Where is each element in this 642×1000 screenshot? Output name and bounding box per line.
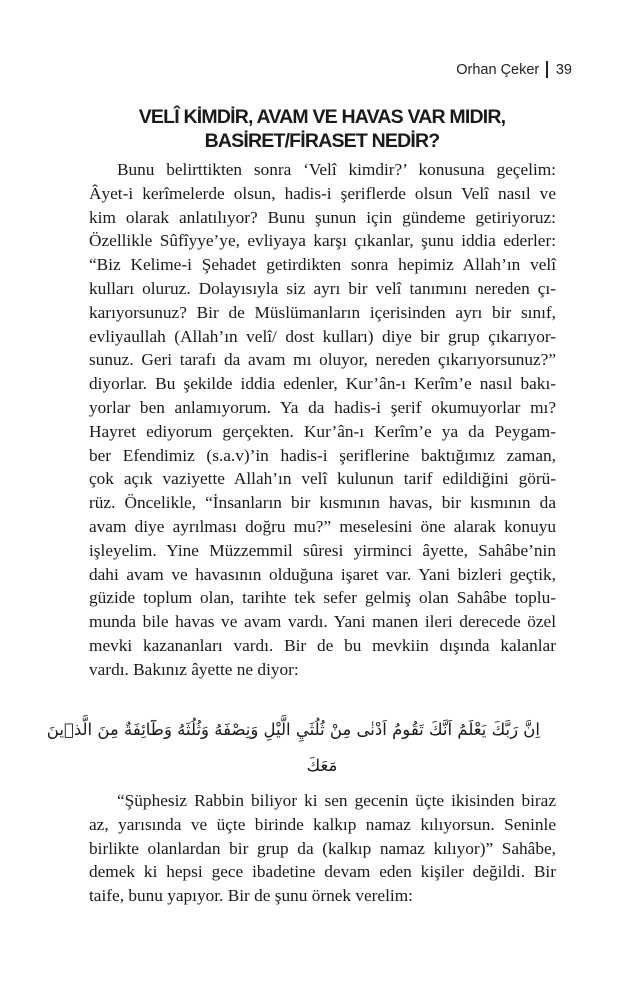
- text-line: taife, bunu yapıyor. Bir de şunu örnek verelim:: [89, 886, 413, 906]
- header-separator: [546, 61, 548, 78]
- text-line: işleyelim. Yine Müzzemmil sûresi yirminci âyette, Sahâbe’nin: [89, 540, 556, 560]
- text-line: karıyorsunuz? Bir de Müslümanların içerisinden ayrı bir sınıf,: [89, 302, 556, 322]
- section-title: [90, 105, 554, 153]
- text-line: Bunu belirttikten sonra ‘Velî kimdir?’ konusuna geçelim:: [117, 160, 556, 179]
- text-line: kulları oluruz. Dolayısıyla siz ayrı bir velî tanımını nereden çı-: [89, 278, 556, 298]
- text-line: sunuz. Geri tarafı da avam mı oluyor, nereden çıkarıyorsunuz?”: [89, 350, 556, 370]
- text-line: ber Efendimiz (s.a.v)’in hadis-i şeriflerine baktığımız zaman,: [89, 445, 556, 465]
- text-line: güzide toplum olan, tarihte tek sefer gelmiş olan Sahâbe toplu-: [89, 588, 556, 608]
- paragraph-2: [89, 789, 556, 908]
- page-number: 39: [555, 61, 572, 78]
- text-line: mevki kazananları vardı. Bir de bu mevkiin dışında kalanlar: [89, 635, 556, 655]
- header-author: Orhan Çeker: [456, 61, 540, 78]
- text-line: Hayret ediyorum gerçekten. Kur’ân-ı Kerîm’e ya da Peygam-: [89, 421, 556, 441]
- text-line: munda bile havas ve avam vardı. Yani manen ileri derecede özel: [89, 612, 556, 632]
- text-line: evliyaullah (Allah’ın velî/ dost kulları) diye bir grup çıkarıyor-: [89, 326, 556, 346]
- text-line: “Şüphesiz Rabbin biliyor ki sen gecenin üçte ikisinden biraz: [117, 791, 556, 810]
- text-line: birlikte olanlardan bir grup da (kalkıp namaz kılıyor)” Sahâbe,: [89, 838, 556, 858]
- text-line: rüz. Öncelikle, “İnsanların bir kısmının havas, bir kısmının da: [89, 493, 556, 513]
- text-line: Özellikle Sûfîyye’ye, evliyaya karşı çıkanlar, şunu iddia ederler:: [89, 231, 556, 251]
- running-header: [456, 61, 572, 78]
- text-line: avam diye ayrılması doğru mu?” meselesini öne alarak konuyu: [89, 516, 556, 536]
- text-line: az, yarısında ve üçte birinde kalkıp namaz kılıyorsun. Seninle: [89, 814, 556, 834]
- text-line: Âyet-i kerîmelerde olsun, hadis-i şeriflerde olsun Velî nasıl ve: [89, 183, 556, 203]
- text-line: çok açık vaziyette Allah’ın velî kulunun tarif edildiğini görü-: [89, 469, 556, 489]
- text-line: kim olarak anlatılıyor? Bunu şunun için gündeme getiriyoruz:: [89, 207, 556, 227]
- arabic-verse: [46, 712, 540, 784]
- section-title-line-2: BASİRET/FİRASET NEDİR?: [204, 130, 440, 152]
- arabic-verse-line-1: اِنَّ رَبَّكَ يَعْلَمُ اَنَّكَ تَقُومُ اَدْنٰى مِنْ ثُلُثَيِ الَّيْلِ وَنِصْفَهُ وَثُلُثَهُ وَطَٓائِفَةٌ مِنَ الَّذ۪ينَ: [46, 720, 540, 739]
- text-line: yorlar ben anlamıyorum. Ya da hadis-i şerif okumuyorlar mı?: [89, 397, 556, 417]
- text-line: diyorlar. Bu şekilde iddia edenler, Kur’ân-ı Kerîm’e nasıl bakı-: [89, 374, 556, 394]
- text-line: dahi avam ve havasının olduğuna işaret var. Yani bizleri geçtik,: [89, 564, 556, 584]
- arabic-verse-line-2: مَعَكَ: [306, 756, 338, 775]
- text-line: vardı. Bakınız âyette ne diyor:: [89, 659, 299, 679]
- section-title-line-1: VELÎ KİMDİR, AVAM VE HAVAS VAR MIDIR,: [138, 106, 506, 128]
- text-line: demek ki hepsi gece ibadetine devam eden kişiler değildi. Bir: [89, 862, 556, 882]
- text-line: “Biz Kelime-i Şehadet getirdikten sonra hepimiz Allah’ın velî: [89, 255, 556, 275]
- paragraph-1: [89, 158, 556, 682]
